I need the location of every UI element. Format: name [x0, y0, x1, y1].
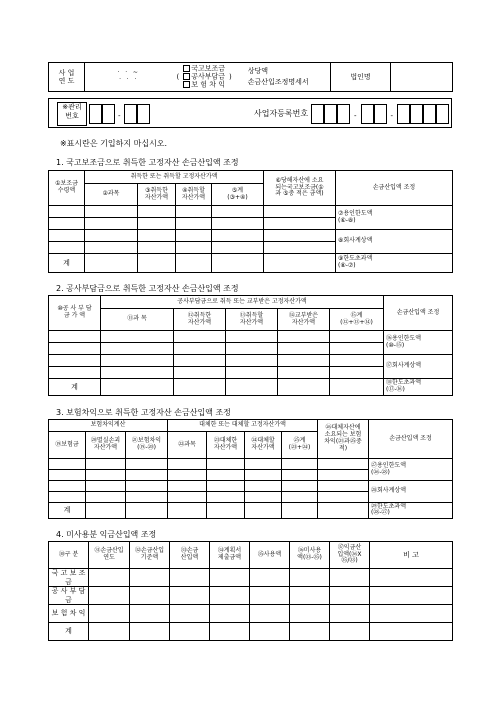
sec4-table [48, 541, 453, 641]
sec1-r-limit: ⑦용인한도액 (⑥-⑧) [336, 206, 453, 230]
sec2-r-excess: ⑱한도초과액 (⑰-⑯) [384, 378, 453, 395]
sec3-table [48, 419, 453, 519]
sec1-table [48, 170, 453, 273]
sec1-h-lesser: ⑥당해자산에 소요 되는국고보조금(① 과 ⑤중 적은 금액) [264, 171, 336, 206]
checkbox-icon[interactable] [183, 73, 190, 80]
sec4-row-label: 공 사 부 담 금 [49, 587, 89, 605]
sec2-h-sum: ⑮계 (⑫+⑬+⑭) [330, 308, 384, 331]
sec4-row-label: 국 고 보 조 금 [49, 569, 89, 587]
sec4-h-base: ㉜손금산입 기준액 [130, 542, 170, 569]
sec1-r-excess: ⑨한도초과액 (⑧-⑦) [336, 254, 453, 273]
sec4-h-plan: ㉞계획서 제출금액 [210, 542, 250, 569]
sec2-h-item: ⑪과 목 [101, 308, 174, 331]
form-title: 손금산입조정명세서 [247, 78, 309, 86]
sec1-h-acquired: 취득한 또는 취득할 고정자산가액 [85, 171, 264, 184]
sec1-h-adjust: 손금산입액 조정 [336, 171, 453, 206]
note-text: ※표시란은 기입하지 마십시오. [60, 139, 168, 148]
sec4-h-class: ㉚구 분 [49, 542, 89, 569]
sec4-row-label: 계 [49, 623, 89, 641]
sec3-r-limit: ㉗용인한도액 (㉖-㉘) [369, 459, 453, 481]
sec3-h-replaced: ㉓대체한 자산가액 [207, 431, 245, 458]
option-construction[interactable]: 공사부담금 [183, 73, 225, 81]
manage-no-label: ※관리 번호 [57, 102, 87, 126]
sec1-h-sum: ⑤계 (③+④) [212, 184, 264, 206]
manage-no-field[interactable]: - [89, 103, 150, 124]
sec3-h-insurance: ⑲보험금 [49, 431, 86, 458]
option-subsidy[interactable]: 국고보조금 [183, 65, 225, 73]
sec4-h-amount: ㉝손금 산입액 [170, 542, 210, 569]
sec4-row-label: 보 험 차 익 [49, 605, 89, 623]
option-insurance[interactable]: 보 험 차 익 [183, 81, 225, 89]
sec2-r-book: ⑰회사계상액 [384, 355, 453, 379]
sec1-h-item: ②과목 [85, 184, 138, 206]
sec1-title: 1. 국고보조금으로 취득한 고정자산 손금산입액 조정 [56, 158, 239, 167]
corp-name-field[interactable] [391, 63, 453, 92]
checkbox-icon[interactable] [183, 65, 190, 72]
sec4-h-year: ㉛손금산입 연도 [89, 542, 130, 569]
sec3-h-lost: ⑳멸실손괴 자산가액 [86, 431, 126, 458]
sec3-h-calc: 보험차익계산 [49, 420, 168, 432]
sec3-h-item: ㉒과목 [168, 431, 207, 458]
biz-year-label: 사 업 연 도 [49, 63, 85, 92]
sec3-r-book: ㉘회사계상액 [369, 481, 453, 503]
paren-close: ) [229, 72, 232, 81]
sec3-title: 3. 보험차익으로 취득한 고정자산 손금산입액 조정 [56, 408, 231, 417]
form-options [171, 63, 331, 92]
sec2-title: 2. 공사부담금으로 취득한 고정자산 손금산입액 조정 [56, 284, 239, 293]
biz-reg-field[interactable]: - - [311, 103, 449, 124]
sec2-r-limit: ⑯용인한도액 (⑩-⑮) [384, 331, 453, 355]
biz-year-value: · · ~ · · · [85, 63, 171, 92]
sec1-h-subsidy: ①보조금 수령액 [49, 171, 85, 206]
sec4-h-remark: 비 고 [370, 542, 453, 569]
header-table [48, 62, 453, 92]
sec3-h-used: ㉖대체자산에 소요되는 보험 차익(㉑과㉕중 적) [318, 420, 369, 459]
amount-label: 상당액 [247, 66, 269, 75]
sec2-table [48, 295, 453, 396]
id-row [48, 98, 452, 128]
sec2-h-adjust: 손금산입액 조정 [384, 296, 453, 331]
sec3-h-to-replace: ㉔대체할 자산가액 [245, 431, 282, 458]
sec2-h-granted: ⑭교부받은 자산가액 [278, 308, 330, 331]
sec3-h-adjust: 손금산입액 조정 [369, 420, 453, 459]
sec4-title: 4. 미사용분 익금산입액 조정 [56, 530, 157, 539]
sec4-h-income: ㊲익금산 입액(㊱X ㉟/㉝) [330, 542, 370, 569]
sec2-h-acq: ⑫취득한 자산가액 [174, 308, 226, 331]
sec3-h-sum: ㉕계 (㉓+㉔) [282, 431, 318, 458]
corp-name-label: 법인명 [331, 63, 391, 92]
sec2-h-group: 공사부담금으로 취득 또는 교부받은 고정자산가액 [101, 296, 384, 309]
sec1-total: 계 [49, 254, 85, 273]
checkbox-icon[interactable] [183, 81, 190, 88]
sec3-r-excess: ㉙한도초과액 (㉘-㉗) [369, 502, 453, 518]
sec2-h-amount: ⑩공 사 부 담 금 가 액 [49, 296, 101, 331]
sec2-total: 계 [49, 378, 101, 395]
paren-open: ( [176, 72, 180, 81]
sec3-h-gain: ㉑보험차익 (⑲-⑳) [126, 431, 168, 458]
sec1-h-to-acq: ④취득할 자산가액 [176, 184, 212, 206]
biz-reg-label: 사업자등록번호 [254, 109, 309, 118]
sec4-h-unused: ㊱미사용 액(㉝-㉟) [290, 542, 330, 569]
sec4-h-used: ㉟사용액 [250, 542, 290, 569]
sec1-r-book: ⑧회사계상액 [336, 230, 453, 254]
sec2-h-to-acq: ⑬취득할 자산가액 [226, 308, 278, 331]
sec1-h-acq: ③취득한 자산가액 [138, 184, 176, 206]
sec3-total: 계 [49, 502, 86, 518]
sec3-h-replace: 대체한 또는 대체할 고정자산가액 [168, 420, 318, 432]
